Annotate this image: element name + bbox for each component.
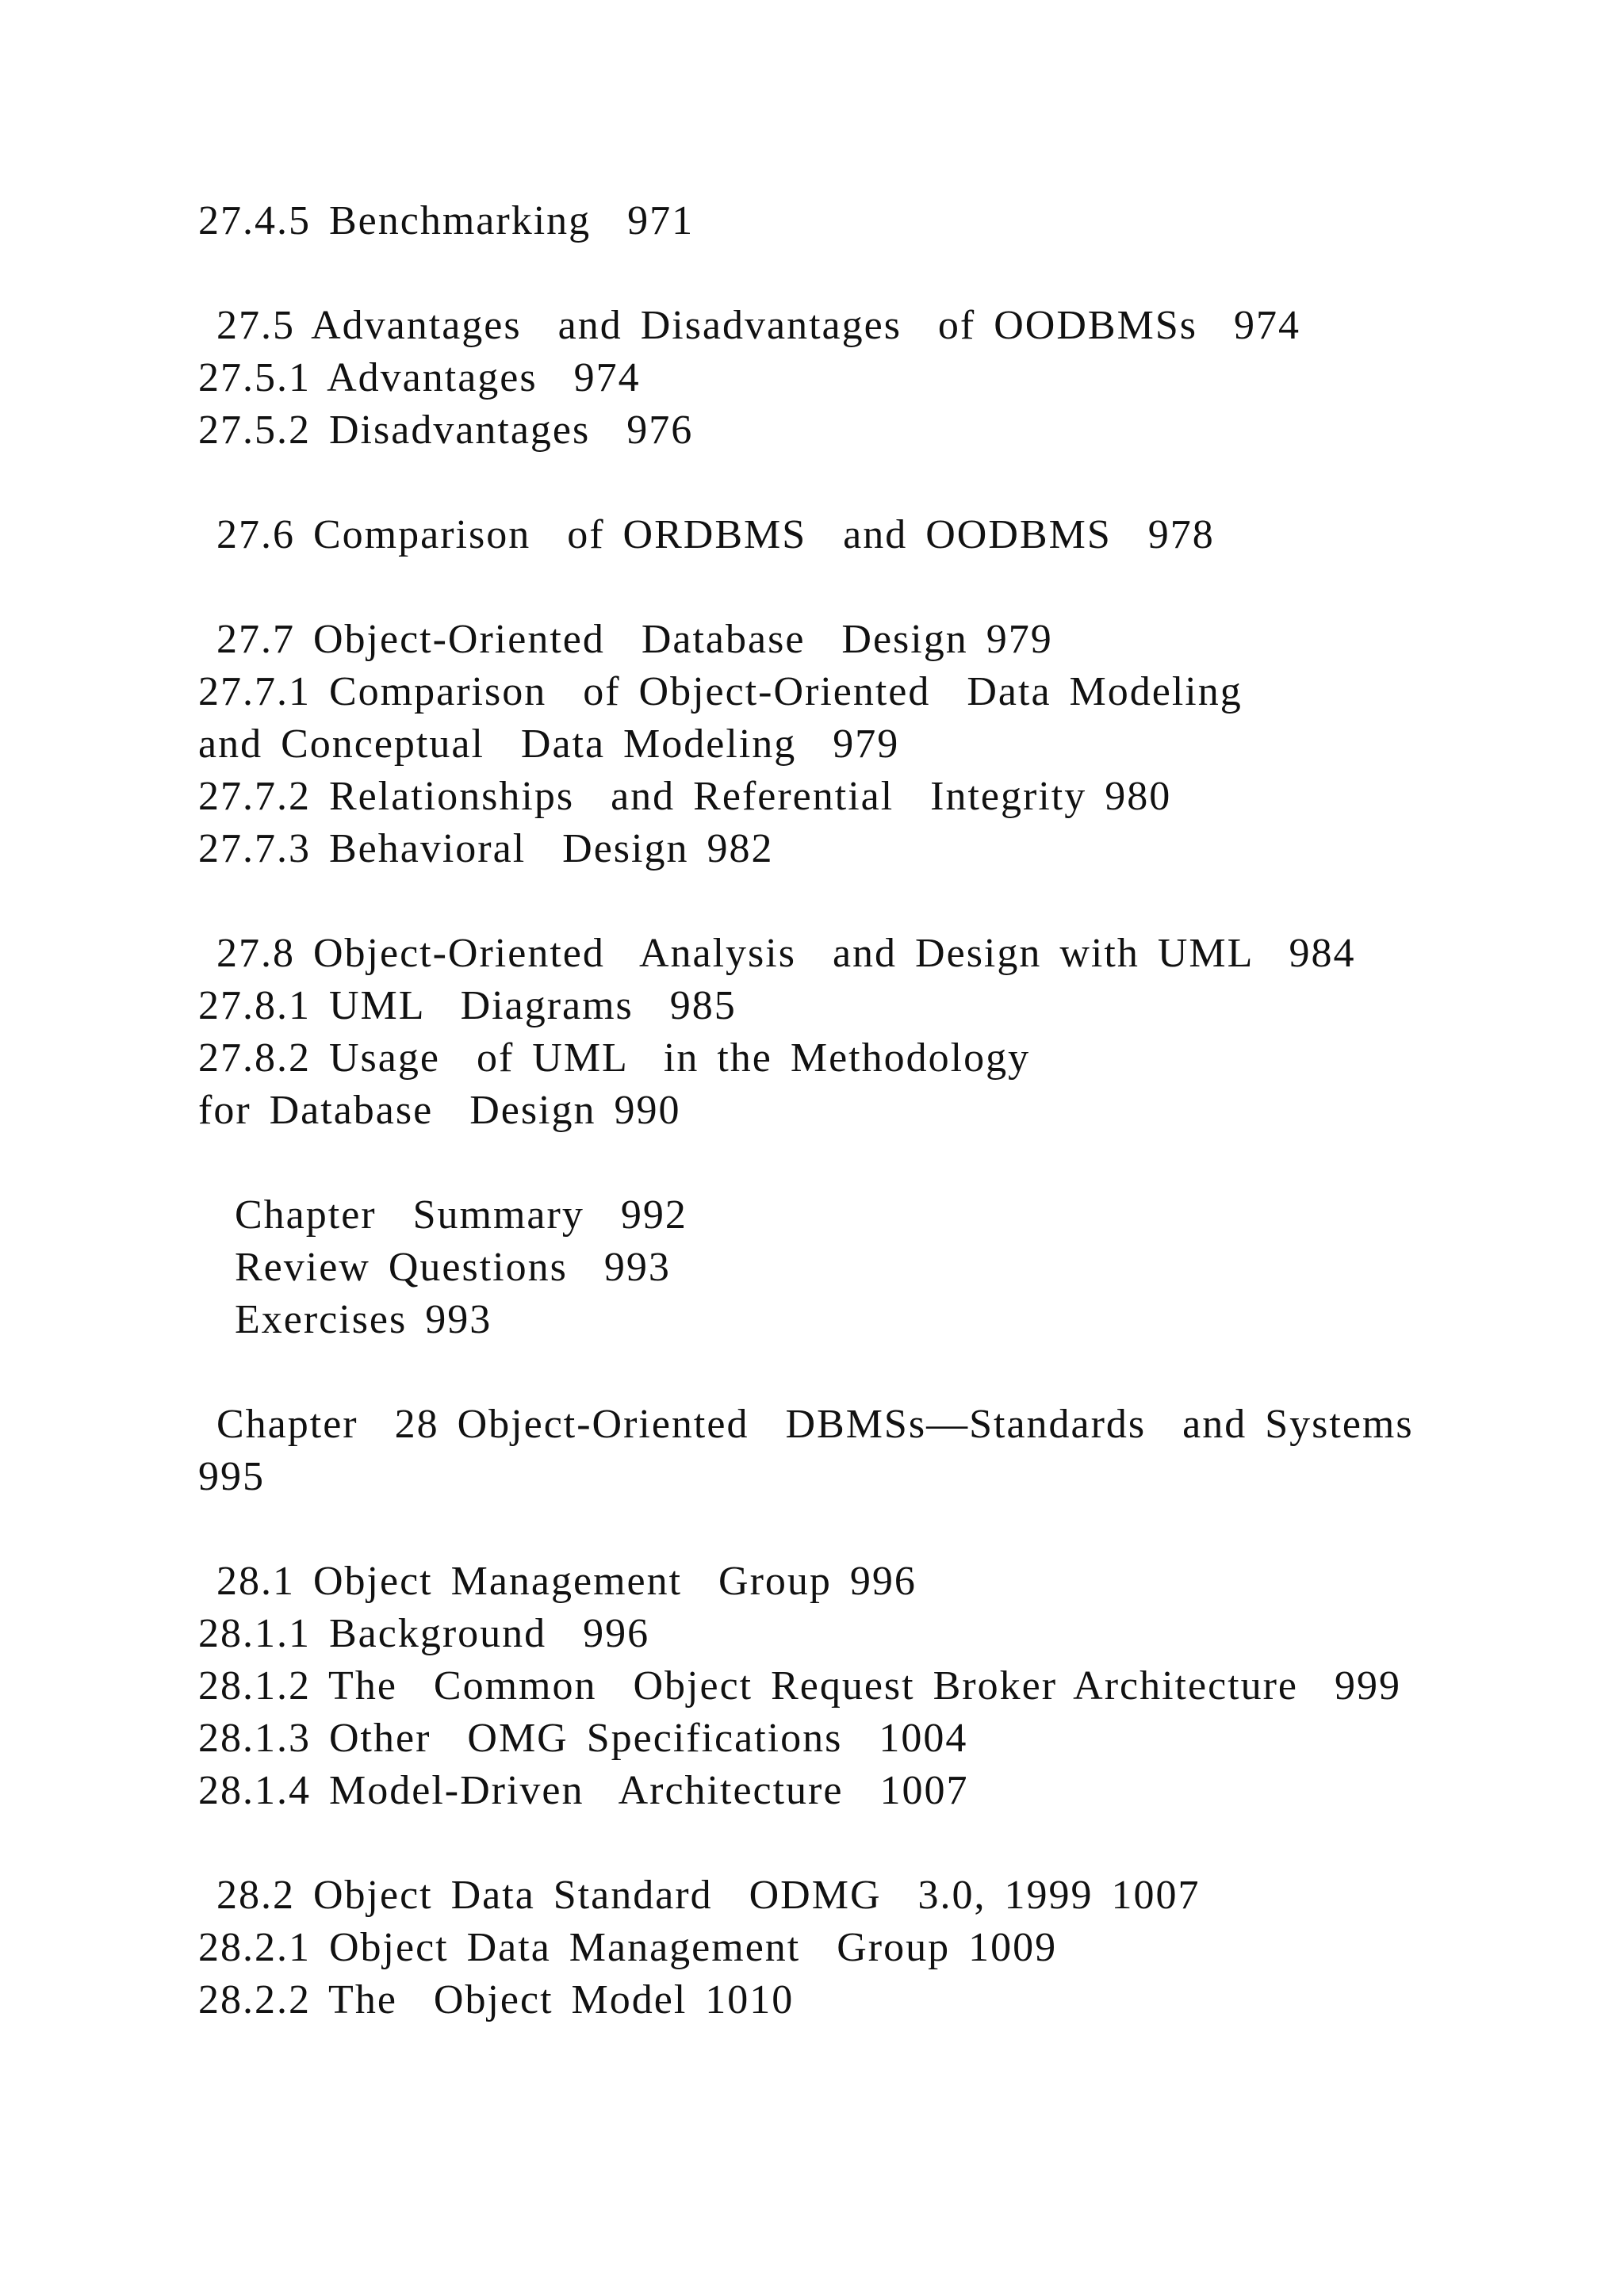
toc-entry-28-1-3: 28.1.3 Other OMG Specifications 1004 [198, 1716, 968, 1761]
toc-section-28-1: 28.1 Object Management Group 996 [198, 1559, 917, 1604]
toc-entry-27-8-2-continued: for Database Design 990 [198, 1088, 681, 1133]
toc-chapter-28-page: 995 [198, 1454, 265, 1499]
toc-section-28-2: 28.2 Object Data Standard ODMG 3.0, 1999 1007 [198, 1873, 1201, 1918]
toc-entry-28-2-2: 28.2.2 The Object Model 1010 [198, 1977, 795, 2022]
toc-entry-28-1-1: 28.1.1 Background 996 [198, 1611, 650, 1656]
toc-exercises: Exercises 993 [198, 1297, 492, 1342]
toc-section-27-6: 27.6 Comparison of ORDBMS and OODBMS 978 [198, 512, 1215, 557]
toc-entry-27-5-1: 27.5.1 Advantages 974 [198, 355, 641, 400]
toc-entry-28-1-4: 28.1.4 Model-Driven Architecture 1007 [198, 1768, 969, 1813]
toc-section-27-8: 27.8 Object-Oriented Analysis and Design with UML 984 [198, 931, 1356, 976]
toc-entry-27-7-2: 27.7.2 Relationships and Referential Integrity 980 [198, 774, 1172, 819]
toc-entry-27-7-3: 27.7.3 Behavioral Design 982 [198, 826, 774, 871]
toc-entry-27-7-1: 27.7.1 Comparison of Object-Oriented Data Modeling [198, 669, 1243, 714]
toc-entry-28-2-1: 28.2.1 Object Data Management Group 1009 [198, 1925, 1058, 1970]
toc-section-27-5: 27.5 Advantages and Disadvantages of OODBMSs 974 [198, 303, 1300, 348]
toc-entry-27-8-1: 27.8.1 UML Diagrams 985 [198, 983, 737, 1028]
toc-entry-27-7-1-continued: and Conceptual Data Modeling 979 [198, 721, 900, 767]
toc-review-questions: Review Questions 993 [198, 1245, 671, 1290]
toc-entry-27-8-2: 27.8.2 Usage of UML in the Methodology [198, 1035, 1031, 1081]
toc-section-27-7: 27.7 Object-Oriented Database Design 979 [198, 617, 1053, 662]
toc-entry-27-5-2: 27.5.2 Disadvantages 976 [198, 408, 694, 453]
toc-entry-27-4-5: 27.4.5 Benchmarking 971 [198, 198, 695, 243]
toc-chapter-28-heading: Chapter 28 Object-Oriented DBMSs—Standards and Systems [198, 1402, 1414, 1447]
toc-entry-28-1-2: 28.1.2 The Common Object Request Broker Architecture 999 [198, 1663, 1401, 1709]
toc-chapter-summary: Chapter Summary 992 [198, 1192, 688, 1238]
